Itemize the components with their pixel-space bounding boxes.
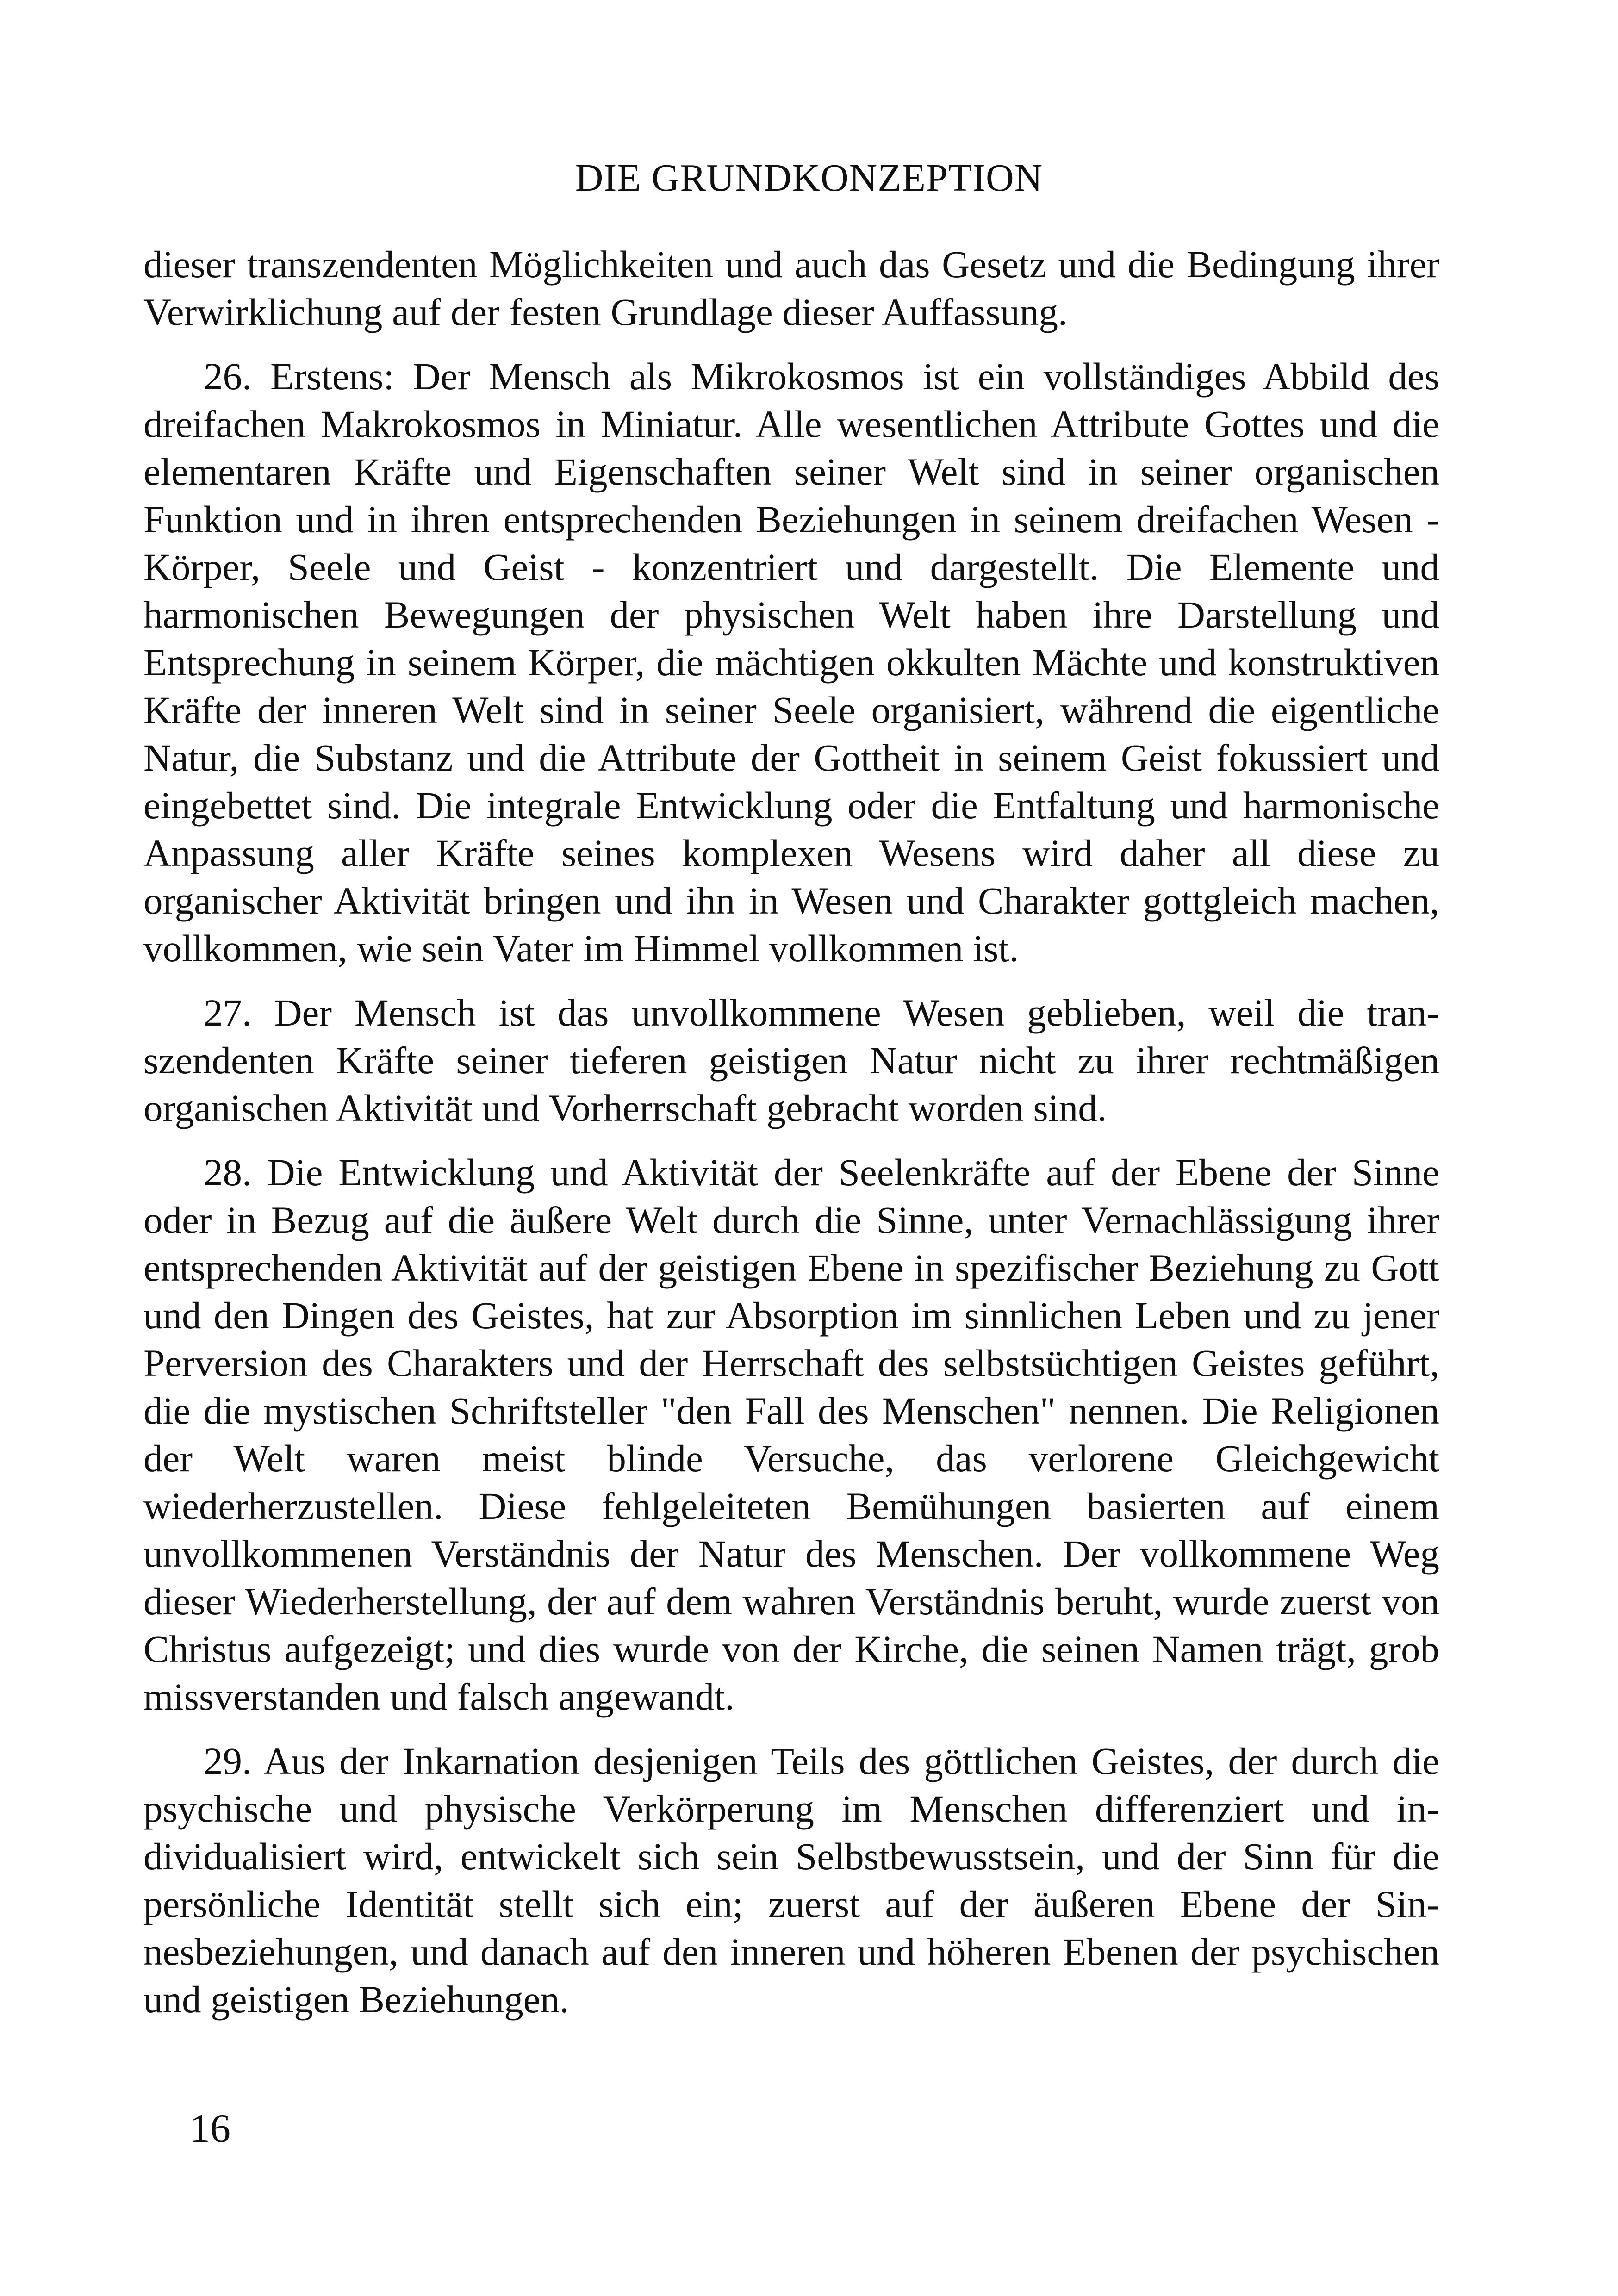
paragraph-28: 28. Die Entwicklung und Aktivität der Seelenkräfte auf der Ebene der Sinne oder in Bezug auf die äußere Welt durch die Sinne, unter Vernachlässigung ihrer entsprechenden Aktivität auf der geistigen Ebene in spezifischer Beziehung zu Gott und den Dingen des Geistes, hat zur Absorption im sinnlichen Leben und zu jener Perversion des Charakters und der Herrschaft des selbstsüchtigen Geistes geführt, die die mystischen Schriftsteller "den Fall des Menschen" nennen. Die Religionen der Welt waren meist blinde Versuche, das verlorene Gleichgewicht wiederherzustellen. Diese fehlgeleiteten Bemühungen basierten auf einem unvollkommenen Verständnis der Natur des Menschen. Der vollkommene Weg dieser Wiederherstellung, der auf dem wahren Verständnis beruht, wurde zuerst von Christus aufgezeigt; und dies wurde von der Kirche, die seinen Namen trägt, grob missverstanden und falsch angewandt. xyxy=(143,1151,1439,1718)
body-text xyxy=(143,241,1439,2040)
page-number: 16 xyxy=(190,2106,230,2151)
paragraph-29: 29. Aus der Inkarnation desjenigen Teils des göttlichen Geistes, der durch die psychische und physische Verkörperung im Menschen differenziert und individualisiert wird, entwickelt sich sein Selbstbewusstsein, und der Sinn für die persönliche Identität stellt sich ein; zuerst auf der äußeren Ebene der Sinnesbeziehungen, und danach auf den inneren und höheren Ebenen der psychischen und geistigen Beziehungen. xyxy=(143,1740,1439,2021)
paragraph-26: 26. Erstens: Der Mensch als Mikrokosmos ist ein vollständiges Abbild des dreifachen Makrokosmos in Miniatur. Alle wesentlichen Attribute Gottes und die elementaren Kräfte und Eigenschaften seiner Welt sind in seiner organischen Funktion und in ihren entsprechenden Beziehungen in seinem dreifachen Wesen - Körper, Seele und Geist - konzentriert und dargestellt. Die Elemente und harmonischen Bewegungen der physischen Welt haben ihre Darstellung und Entsprechung in seinem Körper, die mächtigen okkulten Mächte und konstruktiven Kräfte der inneren Welt sind in seiner Seele organisiert, während die eigentliche Natur, die Substanz und die Attribute der Gottheit in seinem Geist fokussiert und eingebettet sind. Die integrale Entwicklung oder die Entfaltung und harmonische Anpassung aller Kräfte seines komplexen Wesens wird daher all diese zu organischer Aktivität bringen und ihn in Wesen und Charakter gottgleich machen, vollkommen, wie sein Vater im Himmel vollkommen ist. xyxy=(143,355,1439,970)
paragraph-27: 27. Der Mensch ist das unvollkommene Wesen geblieben, weil die transzendenten Kräfte seiner tieferen geistigen Natur nicht zu ihrer rechtmäßigen organischen Aktivität und Vorherrschaft gebracht worden sind. xyxy=(143,991,1439,1129)
paragraph-continuation: dieser transzendenten Möglichkeiten und auch das Gesetz und die Bedingung ihrer Verwirklichung auf der festen Grundlage dieser Auffassung. xyxy=(143,243,1439,333)
running-head: DIE GRUNDKONZEPTION xyxy=(575,156,1043,199)
